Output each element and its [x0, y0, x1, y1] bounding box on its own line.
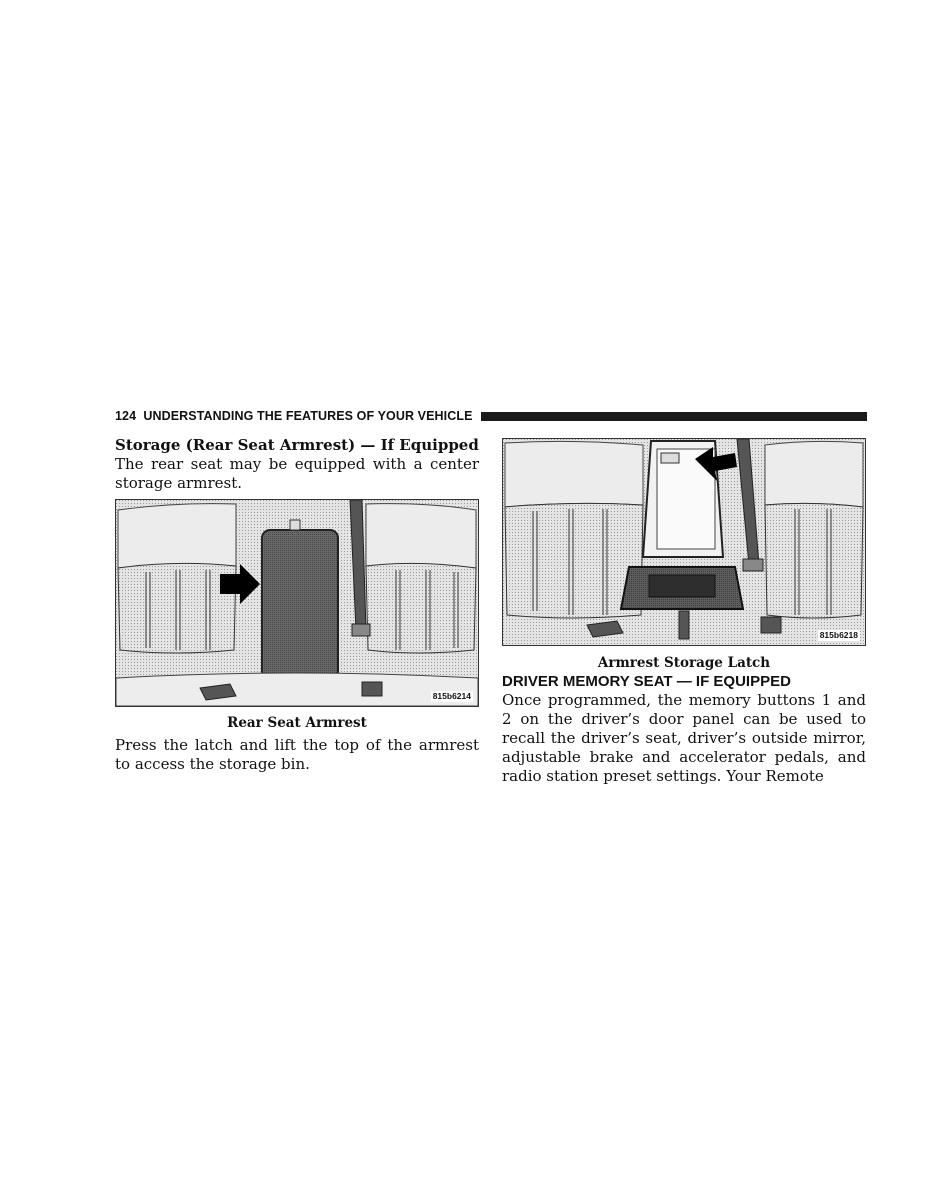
figure-caption: Rear Seat Armrest — [227, 715, 367, 731]
figure-code: 815b6214 — [432, 691, 471, 701]
page-number-and-title — [115, 409, 473, 423]
page-header — [115, 408, 867, 424]
header-rule — [481, 412, 867, 421]
page-number: 124 — [115, 409, 137, 423]
rear-seat-armrest-figure — [115, 499, 479, 707]
section-heading: DRIVER MEMORY SEAT — IF EQUIPPED — [502, 673, 791, 690]
rear-seat-armrest-illustration — [116, 500, 478, 706]
figure-caption: Armrest Storage Latch — [597, 655, 771, 671]
figure-code: 815b6218 — [819, 630, 858, 640]
right-column — [502, 438, 866, 786]
storage-subheading: Storage (Rear Seat Armrest) — If Equipped — [115, 436, 479, 454]
armrest-storage-latch-illustration — [503, 439, 865, 645]
storage-intro: The rear seat may be equipped with a center storage armrest. — [115, 455, 479, 492]
running-title: UNDERSTANDING THE FEATURES OF YOUR VEHICLE — [143, 409, 473, 423]
armrest-storage-latch-figure — [502, 438, 866, 646]
storage-instructions: Press the latch and lift the top of the armrest to access the storage bin. — [115, 736, 479, 773]
memory-seat-body: Once programmed, the memory buttons 1 and 2 on the driver’s door panel can be used to recall the driver’s seat, driver’s outside mirror, adjustable brake and accelerator pedals, and radio station preset settings. Your Remote — [502, 691, 866, 785]
left-column — [115, 436, 479, 774]
